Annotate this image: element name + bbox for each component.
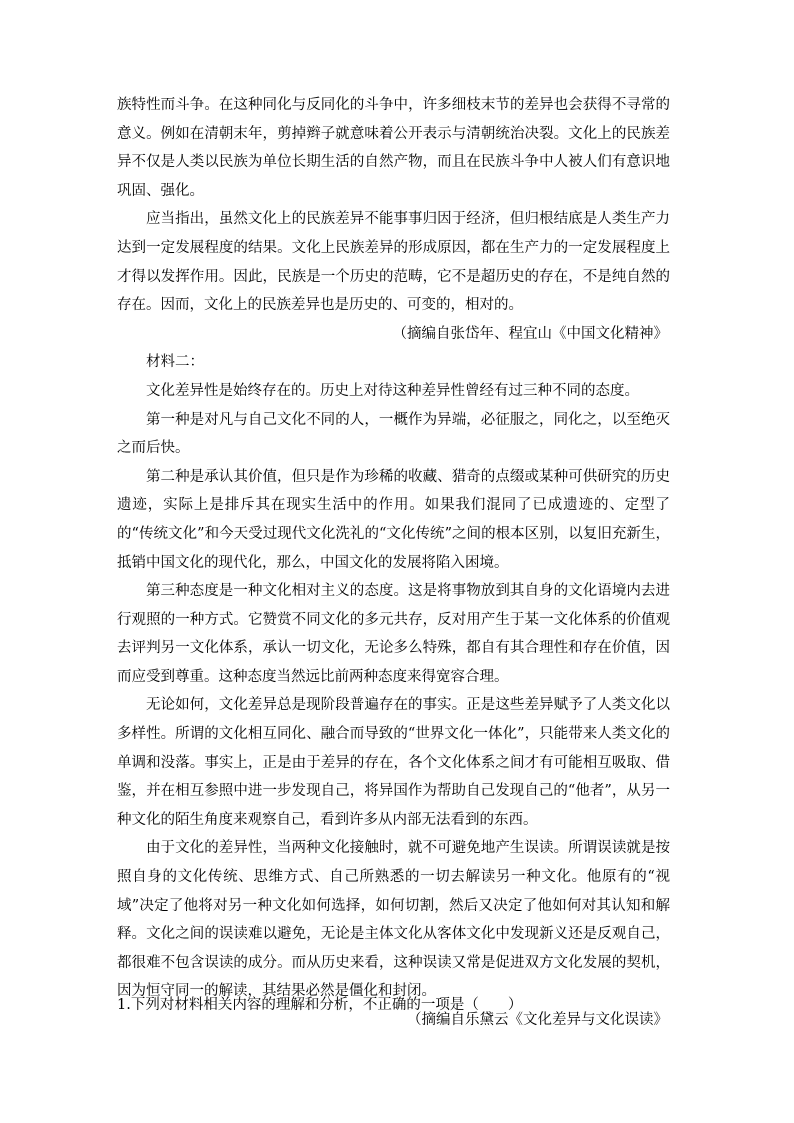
paragraph-2: 应当指出，虽然文化上的民族差异不能事事归因于经济，但归根结底是人类生产力达到一定发展程度的结果。文化上民族差异的形成原因，都在生产力的一定发展程度上才得以发挥作用。因此，民族是一个历史的范畴，它不是超历史的存在，不是纯自然的存在。因而，文化上的民族差异也是历史的、可变的，相对的。 xyxy=(117,211,670,314)
paragraph-1: 族特性而斗争。在这种同化与反同化的斗争中，许多细枝末节的差异也会获得不寻常的意义。例如在清朝末年，剪掉辫子就意味着公开表示与清朝统治决裂。文化上的民族差异不仅是人类以民族为单位长期生活的自然产物，而且在民族斗争中人被人们有意识地巩固、强化。 xyxy=(117,97,670,199)
paragraph-4: 第一种是对凡与自己文化不同的人，一概作为异端，必征服之，同化之，以至绝灭之而后快。 xyxy=(117,411,670,457)
source-citation-1: （摘编自张岱年、程宜山《中国文化精神》 xyxy=(392,325,668,342)
paragraph-7: 无论如何，文化差异总是现阶段普遍存在的事实。正是这些差异赋予了人类文化以多样性。所谓的文化相互同化、融合而导致的“世界文化一体化”，只能带来人类文化的单调和没落。事实上，正是由于差异的存在，各个文化体系之间才有可能相互吸取、借鉴，并在相互参照中进一步发现自己，将异国作为帮助自己发现自己的“他者”，从另一种文化的陌生角度来观察自己，看到许多从内部无法看到的东西。 xyxy=(117,697,670,828)
paragraph-3: 文化差异性是始终存在的。历史上对待这种差异性曾经有过三种不同的态度。 xyxy=(146,382,639,399)
paragraph-5: 第二种是承认其价值，但只是作为珍稀的收藏、猎奇的点缀或某种可供研究的历史遗迹，实际上是排斥其在现实生活中的作用。如果我们混同了已成遗迹的、定型了的“传统文化”和今天受过现代文化洗礼的“文化传统”之间的根本区别，以复旧充新生，抵销中国文化的现代化，那么，中国文化的发展将陷入困境。 xyxy=(117,468,670,571)
document-body xyxy=(117,91,670,1035)
question-1: 1.下列对材料相关内容的理解和分析，不正确的一项是（ ） xyxy=(117,997,523,1013)
paragraph-6: 第三种态度是一种文化相对主义的态度。这是将事物放到其自身的文化语境内去进行观照的一种方式。它赞赏不同文化的多元共存，反对用产生于某一文化体系的价值观去评判另一文化体系，承认一切文化，无论多么特殊，都自有其合理性和存在价值，因而应受到尊重。这种态度当然远比前两种态度来得宽容合理。 xyxy=(117,583,670,685)
material-2-label: 材料二： xyxy=(146,354,204,371)
source-citation-2: （摘编自乐黛云《文化差异与文化误读》 xyxy=(407,1012,668,1028)
paragraph-8: 由于文化的差异性，当两种文化接触时，就不可避免地产生误读。所谓误读就是按照自身的文化传统、思维方式、自己所熟悉的一切去解读另一种文化。他原有的“视域”决定了他将对另一种文化如何选择，如何切割，然后又决定了他如何对其认知和解释。文化之间的误读难以避免，无论是主体文化从客体文化中发现新义还是反观自己，都很难不包含误读的成分。而从历史来看，这种误读又常是促进双方文化发展的契机，因为恒守同一的解读，其结果必然是僵化和封闭。 xyxy=(117,840,670,1000)
